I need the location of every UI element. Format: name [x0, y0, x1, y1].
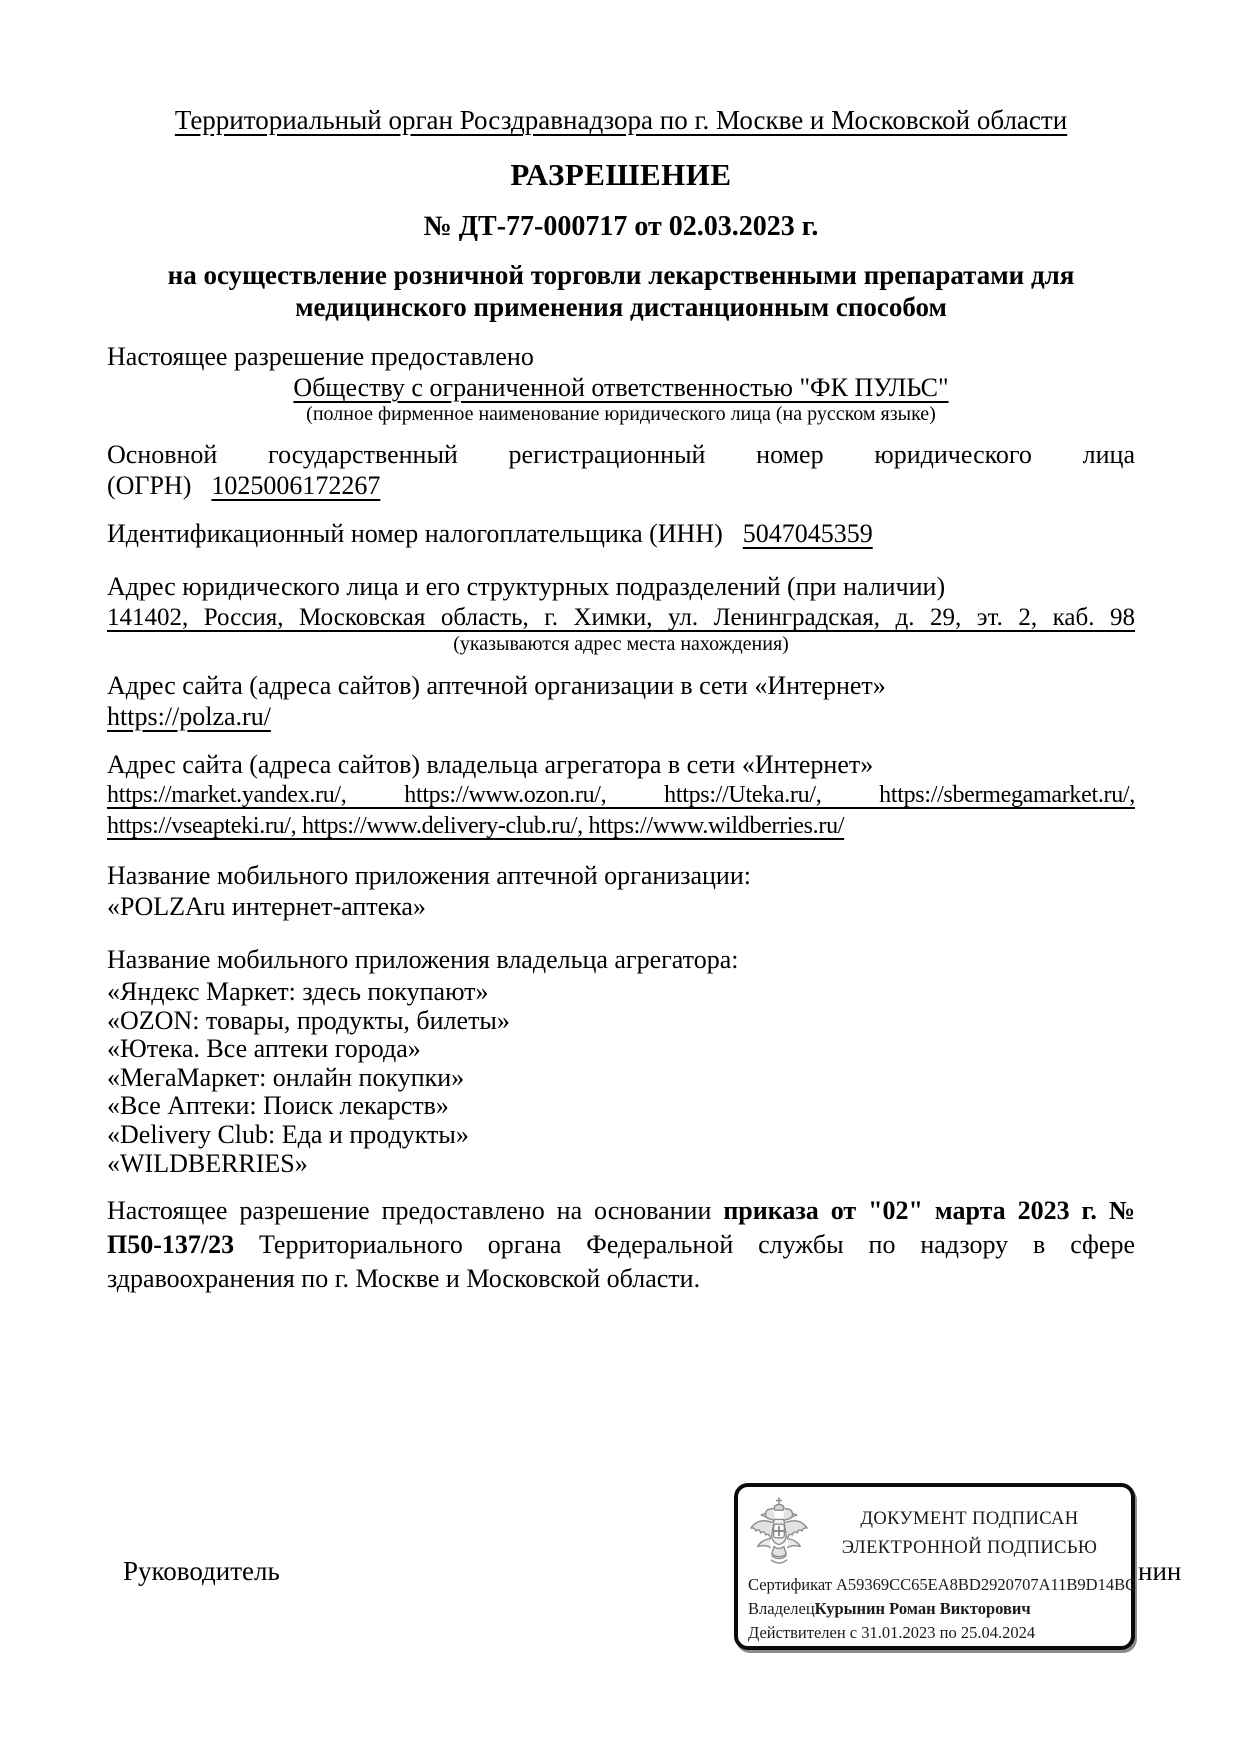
basis-paragraph: [107, 1194, 1135, 1296]
stamp-title: [820, 1496, 1119, 1563]
eagle-emblem-icon: [748, 1496, 810, 1571]
aggregator-urls-line-2: https://vseapteki.ru/, https://www.delivery-club.ru/, https://www.wildberries.ru/: [107, 813, 845, 839]
basis-text-after: Территориального органа Федеральной службы по надзору в сфере здравоохранения по г. Москве и Московской области.: [107, 1230, 1135, 1294]
stamp-validity: Действителен с 31.01.2023 по 25.04.2024: [748, 1623, 1036, 1642]
grantee-name: [107, 372, 1135, 403]
pharmacy-app-label: Название мобильного приложения аптечной организации:: [107, 861, 751, 890]
stamp-header: [748, 1496, 1119, 1568]
inn-label: Идентификационный номер налогоплательщика (ИНН): [107, 519, 723, 548]
doc-number: № ДТ-77-000717 от 02.03.2023 г.: [423, 211, 819, 242]
doc-subject-line-1: на осуществление розничной торговли лекарственными препаратами для: [167, 260, 1075, 290]
address-label: Адрес юридического лица и его структурных подразделений (при наличии): [107, 572, 946, 601]
basis-order-ref: приказа от "02" марта 2023 г. № П50-137/23: [107, 1196, 1135, 1260]
doc-subject: [107, 259, 1135, 323]
stamp-cert-line: [748, 1573, 1137, 1597]
basis-text-before: Настоящее разрешение предоставлено на основании: [107, 1196, 724, 1226]
stamp-owner-line: [748, 1597, 1119, 1621]
aggregator-sites-label: Адрес сайта (адреса сайтов) владельца агрегатора в сети «Интернет»: [107, 750, 874, 779]
grantee-intro: Настоящее разрешение предоставлено: [107, 342, 534, 371]
aggregator-apps-list: [107, 978, 1135, 1178]
signer-name-fragment: нин: [1138, 1556, 1182, 1586]
aggregator-app-item: «WILDBERRIES»: [107, 1148, 308, 1178]
doc-title: РАЗРЕШЕНИЕ: [510, 157, 732, 192]
pharmacy-app-name: «POLZAru интернет-аптека»: [107, 892, 426, 921]
grantee-name-note: (полное фирменное наименование юридического лица (на русском языке): [306, 403, 936, 425]
aggregator-app-item: «Все Аптеки: Поиск лекарств»: [107, 1091, 449, 1121]
inn-value: 5047045359: [742, 519, 873, 548]
address-note: (указываются адрес места нахождения): [453, 633, 789, 655]
signer-role: Руководитель: [123, 1556, 280, 1586]
ogrn-value: 1025006172267: [211, 471, 381, 500]
signature-stamp: [734, 1483, 1135, 1650]
aggregator-app-item: «Delivery Club: Еда и продукты»: [107, 1119, 469, 1149]
aggregator-app-item: «Ютека. Все аптеки города»: [107, 1034, 421, 1064]
ogrn-abbr: (ОГРН): [107, 471, 192, 500]
stamp-title-line-2: ЭЛЕКТРОННОЙ ПОДПИСЬЮ: [841, 1538, 1098, 1558]
grantee-name-text: Обществу с ограниченной ответственностью "ФК ПУЛЬС": [293, 373, 949, 402]
aggregator-app-item: «Яндекс Маркет: здесь покупают»: [107, 977, 489, 1006]
stamp-owner-label: Владелец: [748, 1599, 815, 1618]
org-header: Территориальный орган Росздравнадзора по г. Москве и Московской области: [174, 105, 1068, 135]
doc-subject-line-2: медицинского применения дистанционным способом: [295, 292, 947, 322]
aggregator-urls-line-1: https://market.yandex.ru/, https://www.ozon.ru/, https://Uteka.ru/, https://sbermegamarket.ru/,: [107, 782, 1135, 808]
stamp-cert-value: A59369CC65EA8BD2920707A11B9D14BC: [836, 1575, 1137, 1594]
pharmacy-site-label: Адрес сайта (адреса сайтов) аптечной организации в сети «Интернет»: [107, 671, 886, 700]
pharmacy-site-url: [107, 701, 1135, 732]
aggregator-app-item: «OZON: товары, продукты, билеты»: [107, 1005, 510, 1035]
ogrn-block: [107, 439, 1135, 501]
stamp-owner-name: Курынин Роман Викторович: [814, 1599, 1031, 1618]
inn-line: [107, 518, 1135, 549]
aggregator-app-item: «МегаМаркет: онлайн покупки»: [107, 1062, 465, 1092]
ogrn-label: Основной государственный регистрационный номер юридического лица: [107, 440, 1135, 469]
ogrn-value-line: [107, 470, 1135, 501]
aggregator-apps-label: Название мобильного приложения владельца агрегатора:: [107, 945, 739, 974]
stamp-title-line-1: ДОКУМЕНТ ПОДПИСАН: [860, 1509, 1079, 1529]
stamp-details: [748, 1573, 1137, 1645]
address-value: 141402, Россия, Московская область, г. Химки, ул. Ленинградская, д. 29, эт. 2, каб. 98: [107, 604, 1135, 631]
pharmacy-site-url-text: https://polza.ru/: [107, 702, 271, 731]
stamp-cert-label: Сертификат: [748, 1575, 832, 1594]
